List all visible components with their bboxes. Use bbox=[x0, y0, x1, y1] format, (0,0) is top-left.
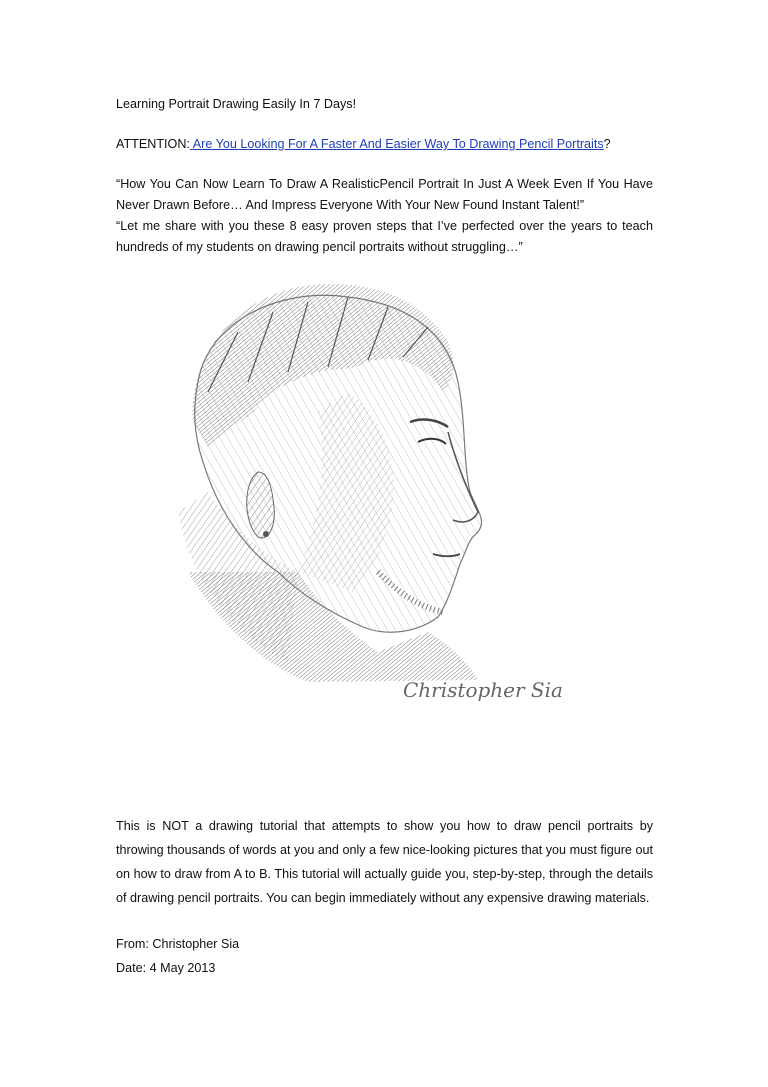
attention-link[interactable]: Are You Looking For A Faster And Easier Way To Drawing Pencil Portraits bbox=[189, 137, 604, 151]
date-line: Date: 4 May 2013 bbox=[116, 961, 216, 975]
signature: Christopher Sia bbox=[403, 678, 563, 702]
attention-label: ATTENTION: bbox=[116, 137, 190, 151]
quote-intro: “Let me share with you these 8 easy proven steps that I’ve perfected over the years to teach hundreds of my students on drawing pencil portraits without struggling…” bbox=[116, 219, 653, 254]
attention-line bbox=[116, 136, 653, 152]
pencil-portrait-drawing bbox=[148, 272, 563, 722]
attention-suffix: ? bbox=[603, 137, 611, 151]
quote-headline: “How You Can Now Learn To Draw A RealisticPencil Portrait In Just A Week Even If You Have Never Drawn Before… And Impress Everyone With Your New Found Instant Talent!” bbox=[116, 177, 653, 212]
document-heading: Learning Portrait Drawing Easily In 7 Days! bbox=[116, 97, 357, 111]
body-paragraph: This is NOT a drawing tutorial that attempts to show you how to draw pencil portraits by throwing thousands of words at you and only a few nice-looking pictures that you must figure out on how to draw from A to B. This tutorial will actually guide you, step-by-step, through the details of drawing pencil portraits. You can begin immediately without any expensive drawing materials. bbox=[116, 819, 653, 905]
from-line: From: Christopher Sia bbox=[116, 937, 240, 951]
